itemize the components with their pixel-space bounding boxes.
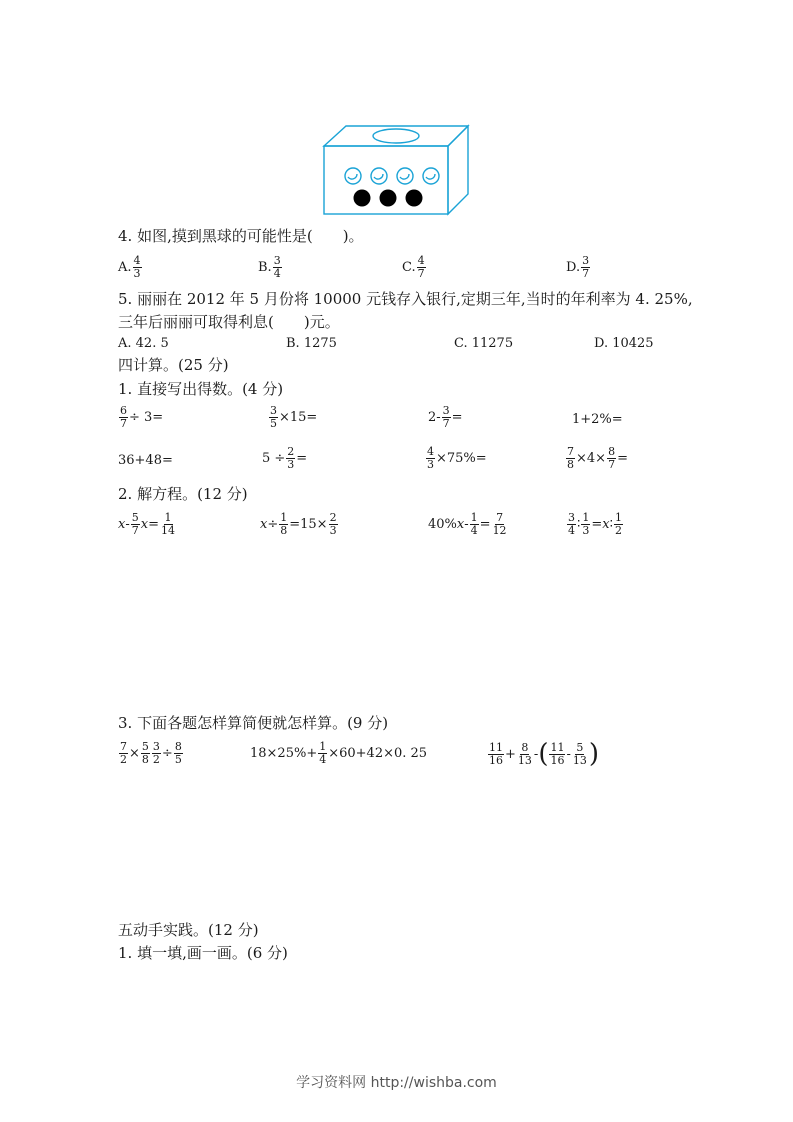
fraction: $\frac{4}{7}$	[417, 254, 425, 280]
fraction: $\frac{7}{2}$	[120, 740, 127, 766]
calc-2-3: $\frac{4}{3}$ ×75%=	[427, 445, 487, 471]
fraction: $\frac{8}{13}$	[517, 740, 532, 767]
equation-4: $\frac{3}{4}$ ∶ $\frac{1}{3}$ = x ∶ $\frac{1}{2}$	[568, 511, 623, 537]
equation-2: x ÷ $\frac{1}{8}$ =15× $\frac{2}{3}$	[260, 511, 337, 537]
footer-watermark: 学习资料网 http://wishba.com	[296, 1075, 497, 1091]
fraction: $\frac{1}{14}$	[161, 511, 175, 537]
calc-1-2: $\frac{3}{5}$ ×15=	[270, 404, 318, 430]
fraction: $\frac{7}{12}$	[492, 511, 507, 537]
q5-stem-line1: 5. 丽丽在 2012 年 5 月份将 10000 元钱存入银行,定期三年,当时的年利率为 4. 25%,	[118, 290, 693, 308]
box-opening	[373, 129, 419, 143]
fraction: $\frac{11}{16}$	[550, 740, 565, 767]
box-side	[448, 126, 468, 214]
simplify-3: $\frac{11}{16}$ + $\frac{8}{13}$ - ( $\frac{11}{16}$ - $\frac{5}{13}$ )	[489, 739, 600, 769]
fraction: $\frac{1}{2}$	[615, 511, 623, 537]
fraction: $\frac{1}{3}$	[582, 511, 590, 537]
hollow-balls	[345, 168, 439, 184]
q4-option-a[interactable]: A. $\frac{4}{3}$	[118, 254, 141, 280]
calc-1-3: 2- $\frac{3}{7}$ =	[428, 404, 463, 430]
q4-stem: 4. 如图,摸到黑球的可能性是( )。	[118, 227, 364, 245]
q5-option-b[interactable]: B. 1275	[286, 336, 337, 351]
section5-title: 五动手实践。(12 分)	[118, 921, 259, 939]
simplify-2: 18×25%+ $\frac{1}{4}$ ×60+42×0. 25	[250, 740, 428, 766]
q4-option-c[interactable]: C. $\frac{4}{7}$	[402, 254, 425, 280]
calc-1-4: 1+2%=	[572, 412, 623, 427]
equation-1: x - $\frac{5}{7}$ x = $\frac{1}{14}$	[118, 511, 175, 537]
q5-stem-line2: 三年后丽丽可取得利息( )元。	[118, 313, 340, 331]
q5-option-a[interactable]: A. 42. 5	[118, 336, 169, 351]
fraction: $\frac{3}{5}$	[270, 404, 277, 430]
black-balls	[354, 190, 423, 207]
fraction: $\frac{4}{3}$	[427, 445, 434, 471]
fraction: $\frac{8}{7}$	[608, 445, 616, 471]
calc-1-1: $\frac{6}{7}$ ÷ 3=	[120, 404, 164, 430]
fraction: $\frac{1}{4}$	[319, 740, 327, 766]
fraction: $\frac{5}{13}$	[572, 740, 587, 767]
section5-part1-title: 1. 填一填,画一画。(6 分)	[118, 944, 288, 962]
fraction: $\frac{6}{7}$	[120, 404, 127, 430]
fraction: $\frac{3}{2}$	[152, 740, 160, 766]
fraction: $\frac{3}{7}$	[582, 254, 590, 280]
fraction: $\frac{11}{16}$	[489, 740, 503, 767]
fraction: $\frac{1}{4}$	[470, 511, 478, 537]
q4-option-b[interactable]: B. $\frac{3}{4}$	[258, 254, 281, 280]
q4-option-d[interactable]: D. $\frac{3}{7}$	[566, 254, 590, 280]
q5-option-d[interactable]: D. 10425	[594, 336, 654, 351]
fraction: $\frac{4}{3}$	[133, 254, 141, 280]
calc-2-4: $\frac{7}{8}$ ×4× $\frac{8}{7}$ =	[567, 445, 628, 471]
fraction: $\frac{3}{4}$	[273, 254, 281, 280]
calc-2-2: 5 ÷ $\frac{2}{3}$ =	[262, 445, 308, 471]
equation-3: 40% x - $\frac{1}{4}$ = $\frac{7}{12}$	[428, 511, 507, 537]
section4-part3-title: 3. 下面各题怎样算简便就怎样算。(9 分)	[118, 714, 389, 732]
fraction: $\frac{3}{4}$	[568, 511, 575, 537]
fraction: $\frac{7}{8}$	[567, 445, 574, 471]
simplify-1: $\frac{7}{2}$ × $\frac{5}{8}$ $\frac{3}{2}$ ÷ $\frac{8}{5}$	[120, 740, 182, 766]
fraction: $\frac{1}{8}$	[280, 511, 288, 537]
fraction: $\frac{3}{7}$	[442, 404, 450, 430]
ball-box-figure	[318, 122, 474, 218]
section4-title: 四计算。(25 分)	[118, 356, 229, 374]
section4-part2-title: 2. 解方程。(12 分)	[118, 485, 248, 503]
fraction: $\frac{2}{3}$	[329, 511, 337, 537]
section4-part1-title: 1. 直接写出得数。(4 分)	[118, 380, 284, 398]
fraction: $\frac{5}{8}$	[141, 740, 149, 766]
fraction: $\frac{8}{5}$	[174, 740, 182, 766]
fraction: $\frac{5}{7}$	[131, 511, 139, 537]
q5-option-c[interactable]: C. 11275	[454, 336, 514, 351]
fraction: $\frac{2}{3}$	[287, 445, 295, 471]
calc-2-1: 36+48=	[118, 453, 173, 468]
